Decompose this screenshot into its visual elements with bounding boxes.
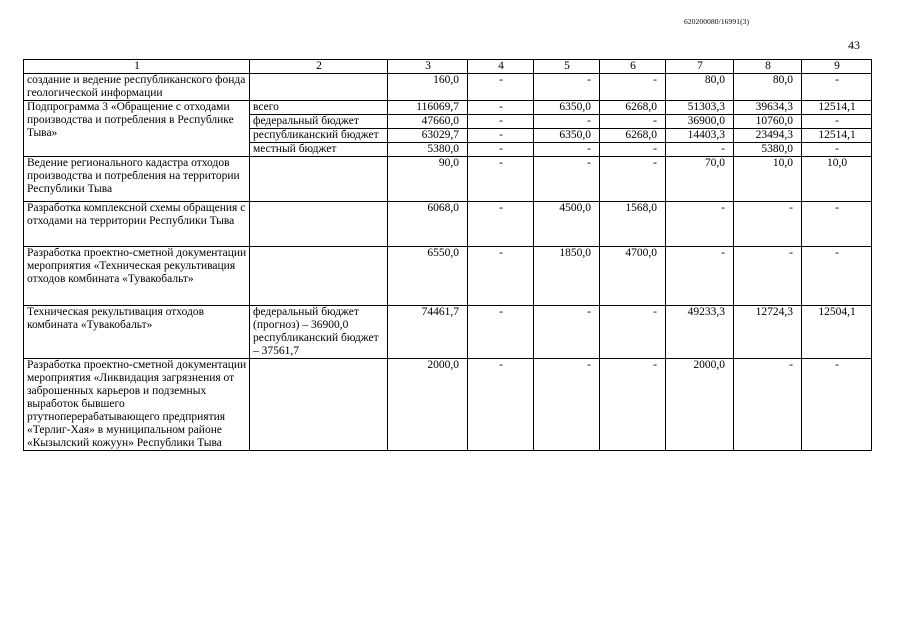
value-cell: 6350,0 — [534, 101, 600, 115]
value-cell: - — [600, 306, 666, 359]
value-cell: 10,0 — [802, 157, 872, 202]
value-cell: 160,0 — [388, 74, 468, 101]
value-cell: - — [468, 74, 534, 101]
value-cell: 63029,7 — [388, 129, 468, 143]
value-cell: 2000,0 — [388, 359, 468, 451]
column-header: 1 — [24, 60, 250, 74]
value-cell: 39634,3 — [734, 101, 802, 115]
value-cell: 90,0 — [388, 157, 468, 202]
value-cell: 5380,0 — [388, 143, 468, 157]
table-row — [24, 306, 872, 359]
value-cell: - — [468, 129, 534, 143]
value-cell: - — [802, 247, 872, 306]
value-cell: 49233,3 — [666, 306, 734, 359]
value-cell: - — [600, 359, 666, 451]
budget-table — [23, 59, 872, 451]
value-cell: - — [468, 101, 534, 115]
value-cell: - — [666, 143, 734, 157]
value-cell: - — [468, 359, 534, 451]
value-cell: 10760,0 — [734, 115, 802, 129]
value-cell: 70,0 — [666, 157, 734, 202]
table-row — [24, 247, 872, 306]
column-header: 7 — [666, 60, 734, 74]
column-header: 8 — [734, 60, 802, 74]
funding-source — [250, 157, 388, 202]
value-cell: - — [600, 143, 666, 157]
activity-description: Разработка проектно-сметной документации мероприятия «Техническая рекультивация отходов комбината «Тувакобальт» — [24, 247, 250, 306]
value-cell: 47660,0 — [388, 115, 468, 129]
value-cell: 51303,3 — [666, 101, 734, 115]
value-cell: 12724,3 — [734, 306, 802, 359]
funding-source: республиканский бюджет — [250, 129, 388, 143]
value-cell: 6068,0 — [388, 202, 468, 247]
table-row — [24, 157, 872, 202]
funding-source — [250, 359, 388, 451]
activity-description: Разработка комплексной схемы обращения с отходами на территории Республики Тыва — [24, 202, 250, 247]
activity-description: Ведение регионального кадастра отходов производства и потребления на территории Республики Тыва — [24, 157, 250, 202]
column-header: 4 — [468, 60, 534, 74]
value-cell: - — [802, 74, 872, 101]
value-cell: 2000,0 — [666, 359, 734, 451]
value-cell: - — [600, 157, 666, 202]
value-cell: - — [534, 359, 600, 451]
value-cell: 6268,0 — [600, 101, 666, 115]
value-cell: 6550,0 — [388, 247, 468, 306]
table-row — [24, 359, 872, 451]
value-cell: - — [468, 143, 534, 157]
value-cell: 5380,0 — [734, 143, 802, 157]
table-row — [24, 202, 872, 247]
table-row — [24, 101, 872, 115]
value-cell: - — [534, 157, 600, 202]
value-cell: - — [534, 115, 600, 129]
value-cell: 1850,0 — [534, 247, 600, 306]
document-code: 620200080/16991(3) — [684, 17, 750, 26]
activity-description: Подпрограмма 3 «Обращение с отходами производства и потребления в Республике Тыва» — [24, 101, 250, 157]
funding-source: всего — [250, 101, 388, 115]
activity-description: Разработка проектно-сметной документации мероприятия «Ликвидация загрязнения от заброшенных карьеров и подземных выработок бывшего ртутноперерабатывающего предприятия «Терлиг-Хая» в муниципальном районе «Кызылский кожуун» Республики Тыва — [24, 359, 250, 451]
value-cell: 80,0 — [734, 74, 802, 101]
value-cell: - — [666, 247, 734, 306]
value-cell: 10,0 — [734, 157, 802, 202]
value-cell: - — [734, 359, 802, 451]
value-cell: 116069,7 — [388, 101, 468, 115]
value-cell: - — [600, 74, 666, 101]
column-header: 6 — [600, 60, 666, 74]
value-cell: 14403,3 — [666, 129, 734, 143]
value-cell: 12514,1 — [802, 129, 872, 143]
value-cell: - — [600, 115, 666, 129]
funding-source: федеральный бюджет (прогноз) – 36900,0 республиканский бюджет – 37561,7 — [250, 306, 388, 359]
funding-source — [250, 202, 388, 247]
value-cell: - — [534, 306, 600, 359]
value-cell: 23494,3 — [734, 129, 802, 143]
table-header-row — [24, 60, 872, 74]
value-cell: - — [734, 202, 802, 247]
value-cell: 4500,0 — [534, 202, 600, 247]
value-cell: 4700,0 — [600, 247, 666, 306]
value-cell: 6350,0 — [534, 129, 600, 143]
funding-source — [250, 74, 388, 101]
value-cell: - — [468, 115, 534, 129]
value-cell: - — [534, 74, 600, 101]
value-cell: 12504,1 — [802, 306, 872, 359]
value-cell: - — [666, 202, 734, 247]
value-cell: - — [468, 306, 534, 359]
activity-description: Техническая рекультивация отходов комбината «Тувакобальт» — [24, 306, 250, 359]
value-cell: - — [468, 157, 534, 202]
funding-source: местный бюджет — [250, 143, 388, 157]
value-cell: 74461,7 — [388, 306, 468, 359]
value-cell: 80,0 — [666, 74, 734, 101]
funding-source: федеральный бюджет — [250, 115, 388, 129]
value-cell: - — [802, 143, 872, 157]
value-cell: - — [734, 247, 802, 306]
value-cell: - — [802, 202, 872, 247]
value-cell: - — [802, 115, 872, 129]
value-cell: - — [468, 202, 534, 247]
value-cell: 12514,1 — [802, 101, 872, 115]
value-cell: 36900,0 — [666, 115, 734, 129]
column-header: 9 — [802, 60, 872, 74]
value-cell: - — [802, 359, 872, 451]
column-header: 5 — [534, 60, 600, 74]
activity-description: создание и ведение республиканского фонда геологической информации — [24, 74, 250, 101]
value-cell: 1568,0 — [600, 202, 666, 247]
value-cell: 6268,0 — [600, 129, 666, 143]
page-number: 43 — [848, 38, 860, 52]
table-row — [24, 74, 872, 101]
column-header: 3 — [388, 60, 468, 74]
value-cell: - — [468, 247, 534, 306]
column-header: 2 — [250, 60, 388, 74]
funding-source — [250, 247, 388, 306]
value-cell: - — [534, 143, 600, 157]
